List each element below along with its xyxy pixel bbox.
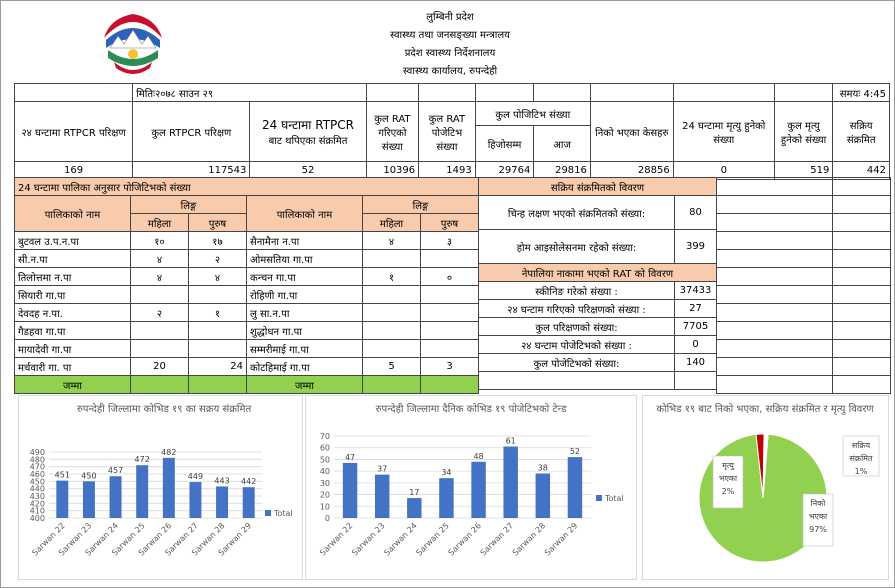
- category-label: Sarwan 28: [510, 521, 548, 558]
- muni-male-right: ०: [421, 268, 479, 286]
- category-label: Sarwan 27: [163, 521, 200, 558]
- y-tick-label: 0: [324, 514, 330, 523]
- muni-male-left: १: [189, 304, 247, 322]
- val-death24: 0: [673, 162, 774, 180]
- y-tick-label: 420: [29, 499, 45, 509]
- border-rat-title: नेपालिया नाकामा भएको RAT को विवरण: [479, 264, 717, 282]
- y-tick-label: 70: [319, 432, 330, 441]
- y-tick-label: 410: [29, 506, 45, 516]
- muni-female-right: [363, 286, 421, 304]
- border-rat-value: 27: [675, 300, 717, 318]
- category-label: Sarwan 23: [56, 521, 94, 558]
- total-label-right: जम्मा: [247, 376, 363, 394]
- muni-female-right: ४: [363, 232, 421, 250]
- muni-male-right: [421, 286, 479, 304]
- muni-name-left: गैडहवा गा.पा: [15, 322, 131, 340]
- header-office: स्वास्थ्य कार्यालय, रुपन्देही: [402, 66, 498, 77]
- bar: [136, 465, 148, 518]
- y-tick-label: 60: [319, 443, 330, 453]
- chart-title: कोभिड १९ बाट निको भएका, सक्रिय संक्रमित र मृत्यु विवरण: [656, 404, 874, 415]
- bar: [216, 486, 228, 518]
- muni-name-right: रोहिणी गा.पा: [247, 286, 363, 304]
- symptom-label: चिन्ह लक्षण भएको संक्रमितको संख्या:: [479, 196, 675, 230]
- muni-male-left: १७: [189, 232, 247, 250]
- pie-label: निको: [810, 499, 826, 508]
- hdr-death-total: कुल मृत्यु हुनेको संख्या: [774, 102, 833, 162]
- muni-name-left: देवदह न.पा.: [15, 304, 131, 322]
- muni-name-right: सम्मरीमाई गा.पा: [247, 340, 363, 358]
- y-tick-label: 490: [29, 448, 45, 457]
- active-cases-chart-svg: [19, 396, 302, 579]
- hdr-rat-pos-b: पोजेटिभ संख्या: [431, 127, 463, 153]
- hdr-today: आज: [534, 126, 591, 162]
- data-label: 443: [214, 476, 230, 486]
- val-rtpcr24: 169: [15, 162, 133, 180]
- daily-positive-chart: [305, 395, 637, 580]
- category-label: Sarwan 22: [318, 521, 355, 558]
- muni-male-right: ३: [421, 232, 479, 250]
- muni-name-left: बुटवल उ.प.न.पा: [15, 232, 131, 250]
- y-tick-label: 30: [319, 478, 330, 488]
- report-time: समयः 4:45: [833, 84, 890, 102]
- muni-name-right: शुद्धोधन गा.पा: [247, 322, 363, 340]
- hdr-rat-a: कुल RAT: [374, 113, 411, 125]
- muni-male-left: [189, 340, 247, 358]
- category-label: Sarwan 29: [542, 521, 580, 558]
- category-label: Sarwan 22: [30, 521, 67, 558]
- details-table: [478, 177, 717, 390]
- outcome-pie-chart-svg: [643, 396, 888, 579]
- val-today: 29816: [534, 162, 591, 180]
- hdr-recovered: निको भएका केसहरु: [590, 102, 673, 162]
- summary-table: [14, 83, 890, 180]
- category-label: Sarwan 28: [190, 521, 227, 558]
- muni-female-left: ४: [131, 268, 189, 286]
- bar: [83, 481, 95, 518]
- male-header-left: पुरुष: [189, 214, 247, 232]
- val-yesterday: 29764: [475, 162, 534, 180]
- muni-name-left: मर्चवारी गा. पा: [15, 358, 131, 376]
- municipal-name-header-right: पालिकाको नाम: [247, 196, 363, 232]
- data-label: 451: [54, 470, 70, 480]
- pie-label: मृत्यु: [722, 461, 734, 470]
- muni-male-left: ४: [189, 268, 247, 286]
- bar: [375, 475, 389, 518]
- daily-positive-chart-svg: [306, 396, 636, 579]
- municipal-title: 24 घन्टामा पालिका अनुसार पोजिटिभको संख्या: [15, 178, 479, 196]
- data-label: 48: [473, 451, 484, 461]
- val-recovered: 28856: [590, 162, 673, 180]
- muni-female-right: १: [363, 268, 421, 286]
- data-label: 450: [81, 471, 97, 481]
- bar: [407, 498, 421, 518]
- val-rat-pos: 1493: [419, 162, 476, 180]
- muni-name-left: मायादेवी गा.पा: [15, 340, 131, 358]
- muni-male-right: 3: [421, 358, 479, 376]
- female-header-right: महिला: [363, 214, 421, 232]
- hdr-yesterday: हिजोसम्म: [475, 126, 534, 162]
- category-label: Sarwan 26: [136, 521, 174, 558]
- home-isolation-value: 399: [675, 230, 717, 264]
- muni-female-right: [363, 322, 421, 340]
- category-label: Sarwan 24: [382, 521, 419, 558]
- pie-label: 1%: [854, 467, 868, 476]
- border-rat-label: स्कीनिङ गरेको संख्या :: [479, 282, 675, 300]
- y-tick-label: 460: [29, 470, 45, 479]
- muni-name-right: सैनामैना न.पा: [247, 232, 363, 250]
- val-active: 442: [833, 162, 890, 180]
- active-cases-chart: [18, 395, 303, 580]
- gender-header-left: लिङ्ग: [131, 196, 247, 214]
- border-rat-value: 0: [675, 336, 717, 354]
- data-label: 34: [441, 468, 452, 478]
- category-label: Sarwan 25: [110, 521, 147, 558]
- muni-name-left: सियारी गा.पा: [15, 286, 131, 304]
- bar: [189, 482, 201, 518]
- muni-male-left: [189, 286, 247, 304]
- muni-female-left: [131, 340, 189, 358]
- hdr-rtpcr-total: कुल RTPCR परिक्षण: [133, 102, 250, 162]
- municipal-table: [14, 177, 479, 394]
- muni-female-left: २: [131, 304, 189, 322]
- bar: [439, 478, 453, 518]
- bar: [110, 476, 122, 518]
- muni-female-right: 5: [363, 358, 421, 376]
- hdr-positive-group: कुल पोजिटिभ संख्या: [475, 102, 590, 126]
- muni-male-right: [421, 322, 479, 340]
- header-province: लुम्बिनी प्रदेश: [426, 12, 474, 23]
- pie-label: संक्रमित: [849, 454, 873, 463]
- nepal-emblem-logo: [96, 8, 170, 80]
- outcome-pie-chart: [642, 395, 889, 580]
- hdr-active: सक्रिय संक्रमित: [833, 102, 890, 162]
- border-rat-value: 140: [675, 354, 717, 372]
- muni-female-left: ४: [131, 250, 189, 268]
- y-tick-label: 430: [29, 492, 45, 501]
- hdr-infected24-b: बाट थपिएका संक्रमित: [268, 136, 348, 147]
- muni-female-left: [131, 286, 189, 304]
- y-tick-label: 50: [319, 455, 330, 465]
- y-tick-label: 440: [29, 484, 45, 494]
- hdr-rat: [366, 102, 419, 162]
- bar: [163, 458, 175, 518]
- chart-title: रुपन्देही जिल्लामा दैनिक कोभिड १९ पोजेटिभको टेन्ड: [375, 404, 567, 415]
- symptom-value: 80: [675, 196, 717, 230]
- municipal-name-header-left: पालिकाको नाम: [15, 196, 131, 232]
- border-rat-label: कुल पोजेटिभको संख्या:: [479, 354, 675, 372]
- home-isolation-label: होम आइसोलेसनमा रहेको संख्या:: [479, 230, 675, 264]
- category-label: Sarwan 25: [414, 521, 451, 558]
- bar: [471, 462, 485, 518]
- border-rat-value: 7705: [675, 318, 717, 336]
- y-tick-label: 400: [29, 514, 45, 523]
- hdr-rtpcr24: २४ घन्टामा RTPCR परिक्षण: [15, 102, 133, 162]
- bar: [56, 481, 68, 518]
- data-label: 457: [107, 466, 124, 476]
- y-tick-label: 450: [29, 477, 45, 487]
- hdr-infected24-a: 24 घन्टामा RTPCR: [262, 118, 354, 132]
- hdr-rat-b: गरिएको संख्या: [378, 127, 407, 153]
- muni-female-right: [363, 340, 421, 358]
- muni-male-right: [421, 250, 479, 268]
- legend-label: Total: [605, 494, 624, 503]
- empty-grid: [716, 177, 891, 394]
- bar: [343, 463, 357, 518]
- chart-title: रुपन्देही जिल्लामा कोभिड १९ का सक्रय संक्रमित: [76, 404, 252, 415]
- muni-male-left: 24: [189, 358, 247, 376]
- muni-male-left: [189, 322, 247, 340]
- legend-swatch: [596, 495, 602, 501]
- muni-name-right: लु सा.न.पा: [247, 304, 363, 322]
- data-label: 38: [537, 463, 548, 473]
- border-rat-label: २४ घन्टाम पोजेटिभको संख्या :: [479, 336, 675, 354]
- muni-female-right: [363, 250, 421, 268]
- border-rat-label: २४ घन्टाम गरिएको परिक्षणको संख्या :: [479, 300, 675, 318]
- hdr-death24: 24 घन्टामा मृत्यु हुनेको संख्या: [673, 102, 774, 162]
- muni-name-right: कन्चन गा.पा: [247, 268, 363, 286]
- pie-label: 2%: [721, 487, 735, 496]
- pie-label: भएका: [718, 474, 738, 483]
- data-label: 449: [187, 472, 204, 482]
- muni-male-left: २: [189, 250, 247, 268]
- y-tick-label: 40: [319, 467, 330, 477]
- y-tick-label: 470: [29, 462, 45, 472]
- border-rat-value: 37433: [675, 282, 717, 300]
- bar: [503, 447, 517, 518]
- muni-female-left: 20: [131, 358, 189, 376]
- legend-label: Total: [274, 509, 293, 518]
- muni-name-right: कोटहिमाई गा.पा: [247, 358, 363, 376]
- category-label: Sarwan 29: [216, 521, 254, 558]
- muni-female-right: [363, 304, 421, 322]
- male-header-right: पुरुष: [421, 214, 479, 232]
- data-label: 47: [344, 452, 356, 462]
- y-tick-label: 10: [319, 502, 330, 512]
- muni-female-left: १०: [131, 232, 189, 250]
- category-label: Sarwan 24: [83, 521, 120, 558]
- val-rat: 10396: [366, 162, 419, 180]
- val-death-total: 519: [774, 162, 833, 180]
- pie-label: भएका: [808, 512, 828, 521]
- bar: [568, 457, 582, 518]
- muni-male-right: [421, 304, 479, 322]
- data-label: 17: [409, 488, 420, 498]
- muni-female-left: [131, 322, 189, 340]
- hdr-rat-pos-a: कुल RAT: [428, 113, 466, 125]
- female-header-left: महिला: [131, 214, 189, 232]
- y-tick-label: 20: [319, 490, 330, 500]
- val-rtpcr-total: 117543: [133, 162, 250, 180]
- bar: [536, 473, 550, 518]
- muni-male-right: [421, 340, 479, 358]
- pie-label: सक्रिय: [851, 441, 871, 450]
- report-date: मितिः२०७८ साउन २९: [133, 84, 366, 102]
- header-directorate: प्रदेश स्वास्थ्य निर्देशनालय: [404, 48, 496, 59]
- hdr-infected24: [250, 102, 366, 162]
- hdr-rat-pos: [419, 102, 476, 162]
- muni-name-right: ओमसतिया गा.पा: [247, 250, 363, 268]
- category-label: Sarwan 26: [446, 521, 483, 558]
- data-label: 472: [134, 455, 150, 465]
- header-ministry: स्वास्थ्य तथा जनसङ्ख्या मन्त्रालय: [390, 30, 510, 41]
- gender-header-right: लिङ्ग: [363, 196, 479, 214]
- pie-label: 97%: [809, 525, 827, 534]
- total-label-left: जम्मा: [15, 376, 131, 394]
- data-label: 482: [161, 447, 177, 457]
- active-details-title: सक्रिय संक्रमितको विवरण: [479, 178, 717, 196]
- y-tick-label: 480: [29, 455, 45, 465]
- data-label: 37: [377, 464, 388, 474]
- category-label: Sarwan 23: [350, 521, 387, 558]
- data-label: 52: [569, 447, 581, 457]
- data-label: 442: [241, 477, 257, 487]
- val-infected24: 52: [250, 162, 366, 180]
- bar: [243, 487, 255, 518]
- legend-swatch: [265, 510, 271, 516]
- muni-name-left: तिलोत्तमा न.पा: [15, 268, 131, 286]
- category-label: Sarwan 27: [478, 521, 516, 558]
- border-rat-label: कुल परिक्षणको संख्या:: [479, 318, 675, 336]
- muni-name-left: सी.न.पा: [15, 250, 131, 268]
- data-label: 61: [505, 436, 516, 446]
